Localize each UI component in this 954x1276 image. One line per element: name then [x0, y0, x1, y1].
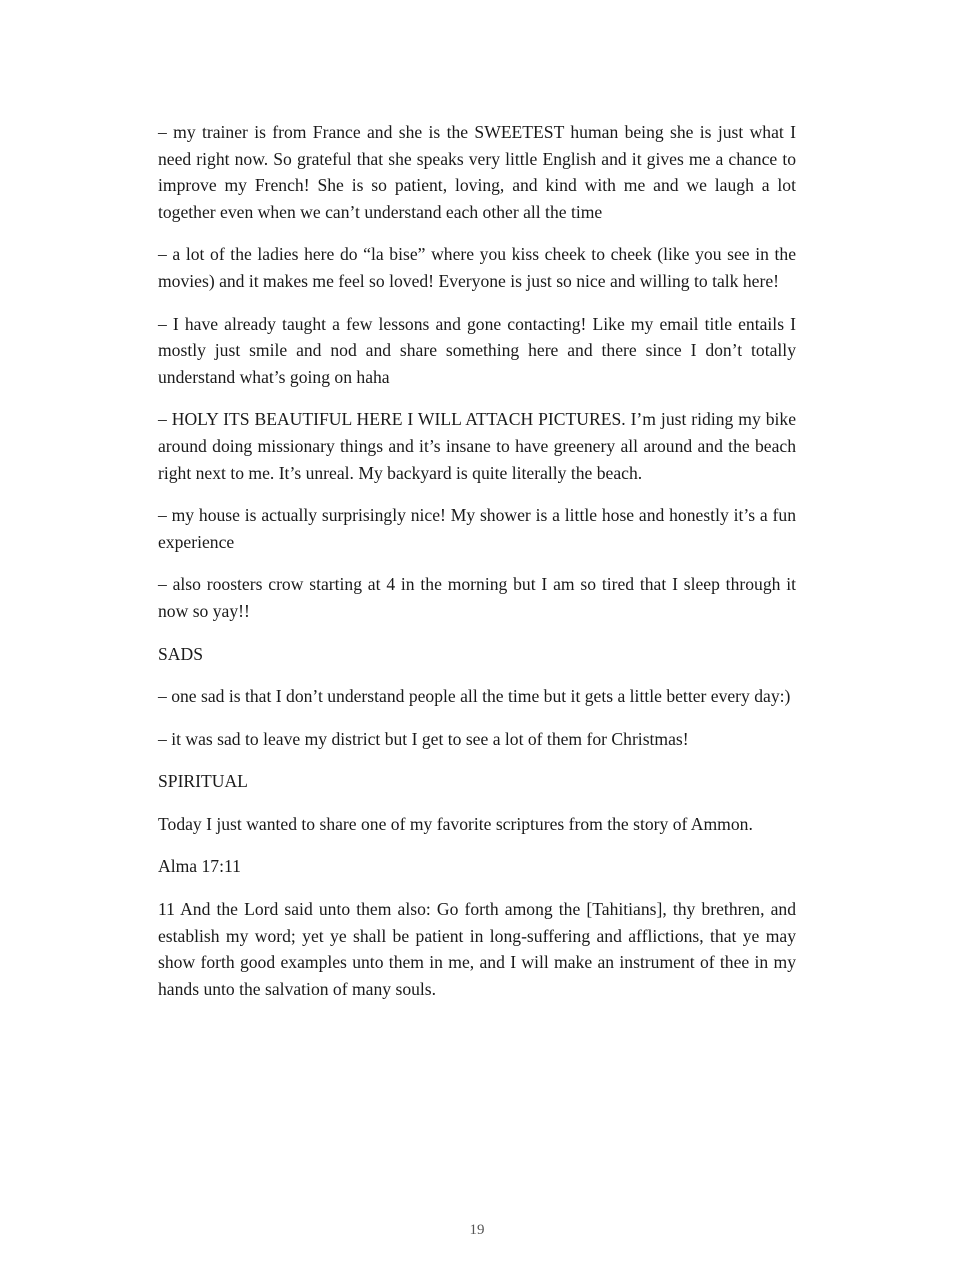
paragraph-scripture-intro: Today I just wanted to share one of my favorite scriptures from the story of Ammon. [158, 813, 753, 834]
paragraph-beautiful: – HOLY ITS BEAUTIFUL HERE I WILL ATTACH PICTURES. I’m just riding my bike around doing missionary things and it’s insane to have greenery all around and the beach right next to me. It’s unreal. My backyard is quite literally the beach. [158, 409, 796, 483]
section-heading-spiritual: SPIRITUAL [158, 771, 248, 792]
paragraph-trainer: – my trainer is from France and she is the SWEETEST human being she is just what I need right now. So grateful that she speaks very little English and it gives me a chance to improve my French! She is so patient, loving, and kind with me and we laugh a lot together even when we can’t understand each other all the time [158, 122, 796, 222]
section-heading-sads: SADS [158, 643, 203, 664]
paragraph-lessons: – I have already taught a few lessons and gone contacting! Like my email title entails I mostly just smile and nod and share something here and there since I don’t totally understand what’s going on haha [158, 313, 796, 387]
scripture-reference: Alma 17:11 [158, 856, 241, 877]
paragraph-roosters: – also roosters crow starting at 4 in the morning but I am so tired that I sleep through it now so yay!! [158, 574, 796, 621]
paragraph-house: – my house is actually surprisingly nice! My shower is a little hose and honestly it’s a fun experience [158, 505, 796, 552]
page-body [158, 119, 796, 1018]
page-number: 19 [469, 1222, 485, 1238]
paragraph-la-bise: – a lot of the ladies here do “la bise” where you kiss cheek to cheek (like you see in the movies) and it makes me feel so loved! Everyone is just so nice and willing to talk here! [158, 244, 796, 291]
paragraph-sad-understand: – one sad is that I don’t understand people all the time but it gets a little better every day:) [158, 686, 791, 707]
scripture-verse: 11 And the Lord said unto them also: Go forth among the [Tahitians], thy brethren, and establish my word; yet ye shall be patient in long-suffering and afflictions, that ye may show forth good examples unto them in me, and I will make an instrument of thee in my hands unto the salvation of many souls. [158, 899, 796, 999]
paragraph-sad-district: – it was sad to leave my district but I get to see a lot of them for Christmas! [158, 728, 689, 749]
